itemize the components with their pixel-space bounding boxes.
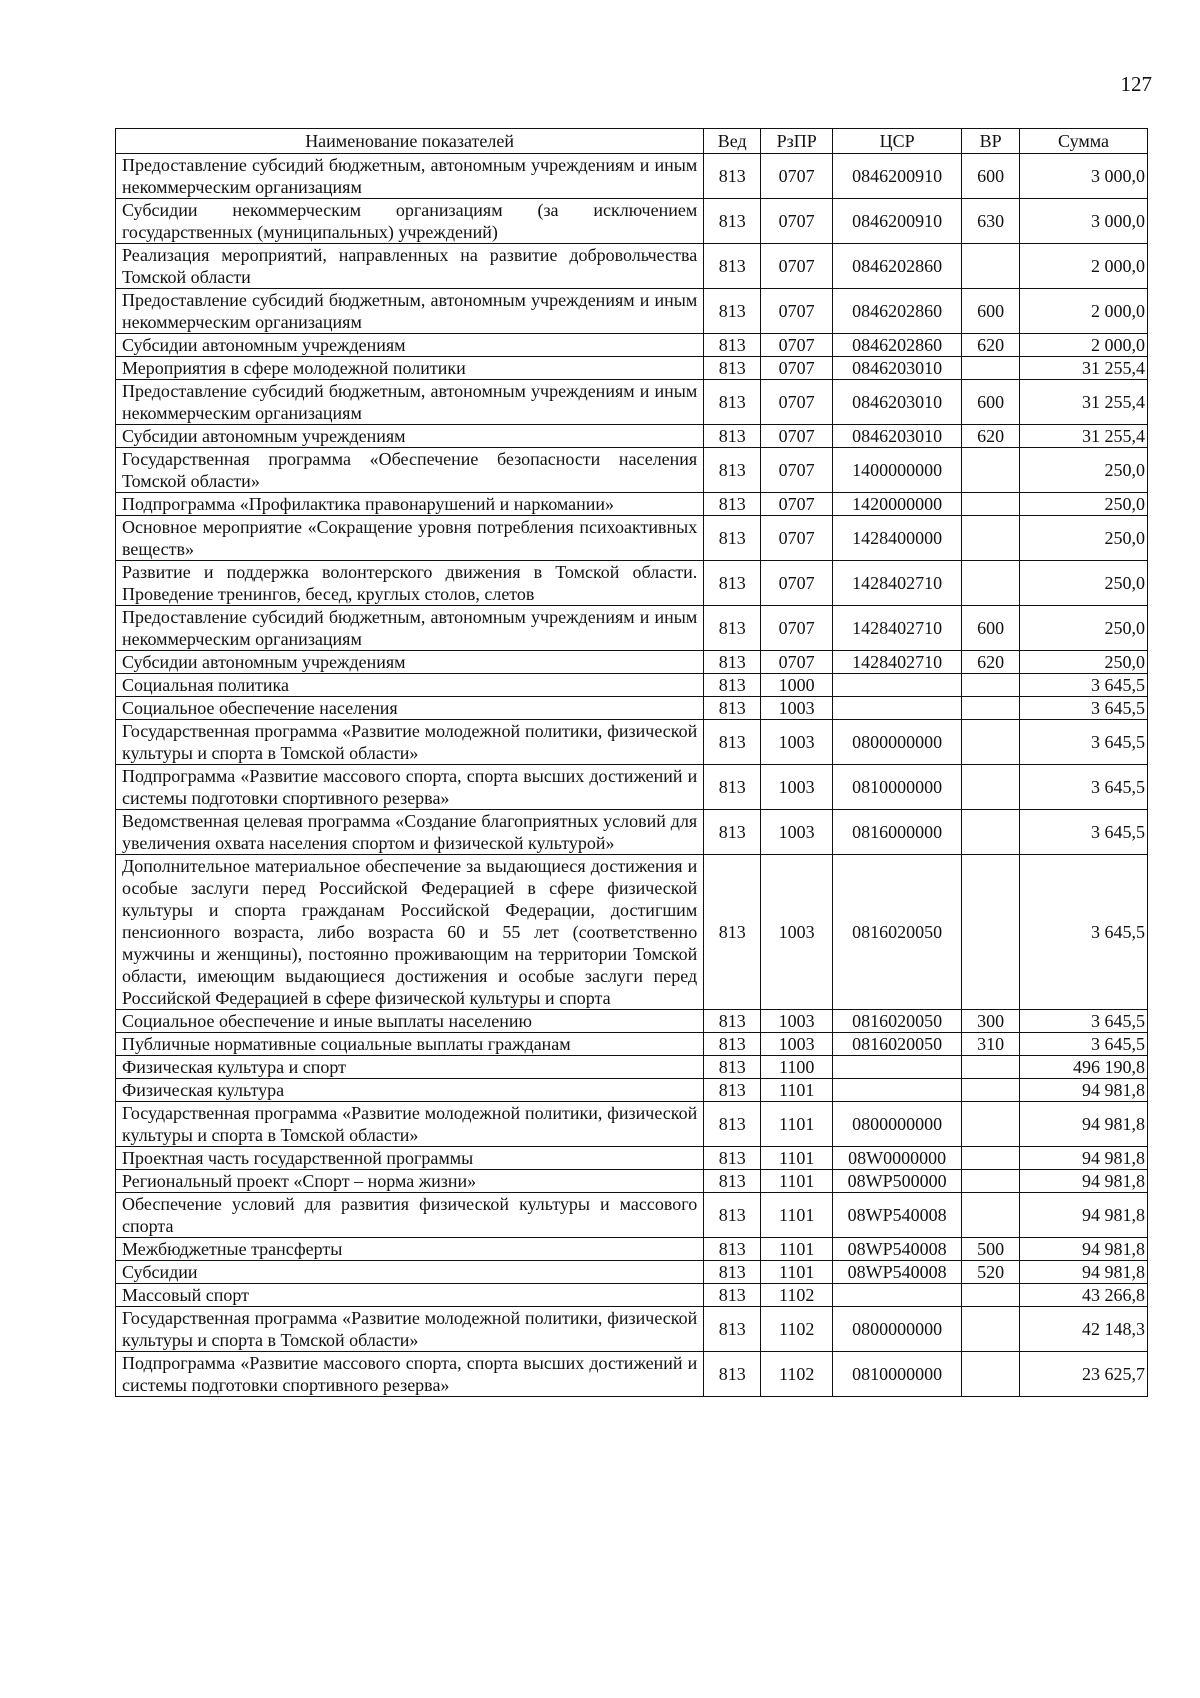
cell-name: Региональный проект «Спорт – норма жизни» [116, 1170, 704, 1193]
cell-ved: 813 [704, 1147, 761, 1170]
cell-ved: 813 [704, 380, 761, 425]
cell-vr [962, 765, 1020, 810]
cell-ved: 813 [704, 516, 761, 561]
cell-csr [833, 674, 962, 697]
cell-sum: 250,0 [1020, 651, 1148, 674]
cell-rzpr: 1003 [761, 765, 833, 810]
table-row [116, 1284, 1148, 1307]
cell-csr [833, 1284, 962, 1307]
cell-csr: 1420000000 [833, 493, 962, 516]
cell-sum: 3 645,5 [1020, 720, 1148, 765]
cell-rzpr: 0707 [761, 289, 833, 334]
cell-ved: 813 [704, 425, 761, 448]
cell-sum: 2 000,0 [1020, 289, 1148, 334]
table-row [116, 561, 1148, 606]
cell-sum: 42 148,3 [1020, 1307, 1148, 1352]
cell-csr: 0846203010 [833, 425, 962, 448]
cell-rzpr: 1003 [761, 1010, 833, 1033]
cell-sum: 496 190,8 [1020, 1056, 1148, 1079]
cell-rzpr: 0707 [761, 561, 833, 606]
cell-csr: 0846202860 [833, 334, 962, 357]
cell-ved: 813 [704, 357, 761, 380]
cell-csr: 0810000000 [833, 1352, 962, 1397]
table-body [116, 154, 1148, 1397]
cell-name: Массовый спорт [116, 1284, 704, 1307]
cell-vr [962, 561, 1020, 606]
cell-csr: 1428402710 [833, 651, 962, 674]
cell-rzpr: 0707 [761, 651, 833, 674]
cell-vr [962, 1147, 1020, 1170]
table-row [116, 1102, 1148, 1147]
cell-rzpr: 1100 [761, 1056, 833, 1079]
cell-sum: 3 645,5 [1020, 765, 1148, 810]
cell-rzpr: 0707 [761, 606, 833, 651]
cell-name: Социальная политика [116, 674, 704, 697]
cell-name: Межбюджетные трансферты [116, 1238, 704, 1261]
cell-sum: 94 981,8 [1020, 1079, 1148, 1102]
cell-csr: 0816020050 [833, 1010, 962, 1033]
table-row [116, 1056, 1148, 1079]
cell-name: Государственная программа «Развитие молодежной политики, физической культуры и спорта в Томской области» [116, 720, 704, 765]
cell-name: Подпрограмма «Развитие массового спорта, спорта высших достижений и системы подготовки спортивного резерва» [116, 1352, 704, 1397]
cell-vr [962, 1307, 1020, 1352]
cell-vr: 310 [962, 1033, 1020, 1056]
cell-ved: 813 [704, 1010, 761, 1033]
cell-name: Публичные нормативные социальные выплаты гражданам [116, 1033, 704, 1056]
cell-vr: 620 [962, 651, 1020, 674]
cell-csr: 0800000000 [833, 1307, 962, 1352]
cell-rzpr: 1101 [761, 1170, 833, 1193]
cell-sum: 94 981,8 [1020, 1193, 1148, 1238]
table-row [116, 1307, 1148, 1352]
cell-csr: 08WP540008 [833, 1261, 962, 1284]
cell-name: Предоставление субсидий бюджетным, автономным учреждениям и иным некоммерческим организациям [116, 154, 704, 199]
cell-ved: 813 [704, 1307, 761, 1352]
cell-csr: 0800000000 [833, 720, 962, 765]
cell-sum: 3 645,5 [1020, 1010, 1148, 1033]
cell-sum: 23 625,7 [1020, 1352, 1148, 1397]
table-row [116, 516, 1148, 561]
cell-ved: 813 [704, 606, 761, 651]
cell-ved: 813 [704, 697, 761, 720]
table-header [116, 129, 1148, 154]
cell-sum: 3 000,0 [1020, 199, 1148, 244]
cell-rzpr: 0707 [761, 199, 833, 244]
cell-sum: 250,0 [1020, 493, 1148, 516]
cell-rzpr: 1101 [761, 1193, 833, 1238]
cell-vr: 520 [962, 1261, 1020, 1284]
cell-name: Государственная программа «Развитие молодежной политики, физической культуры и спорта в Томской области» [116, 1102, 704, 1147]
cell-rzpr: 1003 [761, 1033, 833, 1056]
cell-sum: 250,0 [1020, 561, 1148, 606]
header-ved: Вед [704, 129, 761, 154]
cell-ved: 813 [704, 1193, 761, 1238]
cell-ved: 813 [704, 1284, 761, 1307]
cell-ved: 813 [704, 448, 761, 493]
cell-rzpr: 1101 [761, 1261, 833, 1284]
cell-ved: 813 [704, 1238, 761, 1261]
header-csr: ЦСР [833, 129, 962, 154]
cell-ved: 813 [704, 561, 761, 606]
cell-ved: 813 [704, 1056, 761, 1079]
table-row [116, 1238, 1148, 1261]
cell-rzpr: 1003 [761, 697, 833, 720]
cell-sum: 94 981,8 [1020, 1102, 1148, 1147]
cell-name: Предоставление субсидий бюджетным, автономным учреждениям и иным некоммерческим организациям [116, 606, 704, 651]
cell-rzpr: 0707 [761, 493, 833, 516]
cell-sum: 2 000,0 [1020, 334, 1148, 357]
cell-ved: 813 [704, 1102, 761, 1147]
cell-name: Субсидии автономным учреждениям [116, 425, 704, 448]
cell-ved: 813 [704, 493, 761, 516]
cell-sum: 3 000,0 [1020, 154, 1148, 199]
table-row [116, 425, 1148, 448]
cell-csr: 0846202860 [833, 289, 962, 334]
cell-rzpr: 1000 [761, 674, 833, 697]
cell-vr: 300 [962, 1010, 1020, 1033]
cell-name: Развитие и поддержка волонтерского движения в Томской области. Проведение тренингов, бесед, круглых столов, слетов [116, 561, 704, 606]
cell-name: Физическая культура и спорт [116, 1056, 704, 1079]
table-row [116, 334, 1148, 357]
header-sum: Сумма [1020, 129, 1148, 154]
cell-vr [962, 720, 1020, 765]
cell-vr [962, 448, 1020, 493]
table-row [116, 765, 1148, 810]
table-row [116, 1193, 1148, 1238]
table-row [116, 1147, 1148, 1170]
cell-vr [962, 1056, 1020, 1079]
cell-rzpr: 0707 [761, 334, 833, 357]
cell-vr: 620 [962, 425, 1020, 448]
cell-rzpr: 1003 [761, 855, 833, 1010]
header-vr: ВР [962, 129, 1020, 154]
cell-csr: 08WP540008 [833, 1238, 962, 1261]
cell-ved: 813 [704, 334, 761, 357]
cell-sum: 94 981,8 [1020, 1238, 1148, 1261]
table-row [116, 1352, 1148, 1397]
cell-name: Реализация мероприятий, направленных на развитие добровольчества Томской области [116, 244, 704, 289]
cell-vr: 600 [962, 154, 1020, 199]
cell-vr [962, 1102, 1020, 1147]
cell-rzpr: 0707 [761, 357, 833, 380]
cell-ved: 813 [704, 154, 761, 199]
cell-sum: 31 255,4 [1020, 357, 1148, 380]
cell-csr: 0816020050 [833, 1033, 962, 1056]
cell-ved: 813 [704, 674, 761, 697]
cell-name: Субсидии автономным учреждениям [116, 334, 704, 357]
cell-rzpr: 1102 [761, 1284, 833, 1307]
cell-vr: 630 [962, 199, 1020, 244]
cell-vr [962, 1170, 1020, 1193]
cell-sum: 3 645,5 [1020, 697, 1148, 720]
cell-name: Государственная программа «Развитие молодежной политики, физической культуры и спорта в Томской области» [116, 1307, 704, 1352]
cell-rzpr: 1101 [761, 1147, 833, 1170]
cell-name: Ведомственная целевая программа «Создание благоприятных условий для увеличения охвата населения спортом и физической культурой» [116, 810, 704, 855]
cell-name: Проектная часть государственной программы [116, 1147, 704, 1170]
cell-sum: 31 255,4 [1020, 380, 1148, 425]
cell-rzpr: 1101 [761, 1102, 833, 1147]
cell-vr [962, 1079, 1020, 1102]
cell-csr: 1428402710 [833, 606, 962, 651]
cell-rzpr: 1003 [761, 810, 833, 855]
cell-vr: 600 [962, 380, 1020, 425]
cell-sum: 94 981,8 [1020, 1147, 1148, 1170]
cell-rzpr: 1102 [761, 1307, 833, 1352]
cell-sum: 94 981,8 [1020, 1170, 1148, 1193]
table-row [116, 357, 1148, 380]
cell-ved: 813 [704, 1261, 761, 1284]
table-row [116, 1033, 1148, 1056]
header-name: Наименование показателей [116, 129, 704, 154]
cell-name: Социальное обеспечение и иные выплаты населению [116, 1010, 704, 1033]
cell-ved: 813 [704, 1079, 761, 1102]
cell-ved: 813 [704, 651, 761, 674]
cell-sum: 250,0 [1020, 516, 1148, 561]
cell-csr: 0816000000 [833, 810, 962, 855]
cell-name: Дополнительное материальное обеспечение за выдающиеся достижения и особые заслуги перед Российской Федерацией в сфере физической культуры и спорта гражданам Российской Федерации, достигшим пенсионного возраста, либо возраста 60 и 55 лет (соответственно мужчины и женщины), постоянно проживающим на территории Томской области, имеющим выдающиеся достижения и особые заслуги перед Российской Федерацией в сфере физической культуры и спорта [116, 855, 704, 1010]
cell-sum: 3 645,5 [1020, 1033, 1148, 1056]
cell-ved: 813 [704, 1352, 761, 1397]
cell-sum: 43 266,8 [1020, 1284, 1148, 1307]
cell-csr: 08WP500000 [833, 1170, 962, 1193]
cell-vr [962, 1284, 1020, 1307]
cell-sum: 3 645,5 [1020, 674, 1148, 697]
cell-ved: 813 [704, 1033, 761, 1056]
cell-csr: 08WP540008 [833, 1193, 962, 1238]
page-number: 127 [1120, 72, 1152, 96]
cell-csr: 0846200910 [833, 199, 962, 244]
cell-vr: 500 [962, 1238, 1020, 1261]
table-row [116, 1170, 1148, 1193]
cell-name: Физическая культура [116, 1079, 704, 1102]
table-row [116, 810, 1148, 855]
cell-csr [833, 697, 962, 720]
cell-csr [833, 1056, 962, 1079]
cell-csr: 0816020050 [833, 855, 962, 1010]
cell-sum: 94 981,8 [1020, 1261, 1148, 1284]
header-row [116, 129, 1148, 154]
table-row [116, 720, 1148, 765]
cell-csr: 1428400000 [833, 516, 962, 561]
cell-sum: 250,0 [1020, 606, 1148, 651]
cell-vr [962, 674, 1020, 697]
table-row [116, 493, 1148, 516]
cell-vr [962, 1352, 1020, 1397]
cell-sum: 250,0 [1020, 448, 1148, 493]
cell-vr [962, 1193, 1020, 1238]
cell-name: Предоставление субсидий бюджетным, автономным учреждениям и иным некоммерческим организациям [116, 380, 704, 425]
cell-csr: 08W0000000 [833, 1147, 962, 1170]
cell-ved: 813 [704, 289, 761, 334]
table-row [116, 448, 1148, 493]
table-row [116, 606, 1148, 651]
cell-vr: 600 [962, 606, 1020, 651]
cell-csr: 0800000000 [833, 1102, 962, 1147]
cell-ved: 813 [704, 765, 761, 810]
cell-csr: 0846200910 [833, 154, 962, 199]
cell-vr [962, 357, 1020, 380]
cell-ved: 813 [704, 720, 761, 765]
cell-name: Социальное обеспечение населения [116, 697, 704, 720]
table-row [116, 289, 1148, 334]
cell-name: Субсидии некоммерческим организациям (за исключением государственных (муниципальных) учреждений) [116, 199, 704, 244]
table-row [116, 855, 1148, 1010]
cell-vr [962, 697, 1020, 720]
cell-csr: 0846202860 [833, 244, 962, 289]
cell-csr: 0846203010 [833, 380, 962, 425]
cell-csr: 0810000000 [833, 765, 962, 810]
table-row [116, 674, 1148, 697]
cell-rzpr: 1003 [761, 720, 833, 765]
cell-vr [962, 855, 1020, 1010]
cell-name: Основное мероприятие «Сокращение уровня потребления психоактивных веществ» [116, 516, 704, 561]
cell-vr: 620 [962, 334, 1020, 357]
table-row [116, 154, 1148, 199]
cell-name: Подпрограмма «Развитие массового спорта, спорта высших достижений и системы подготовки спортивного резерва» [116, 765, 704, 810]
header-rzpr: РзПР [761, 129, 833, 154]
cell-rzpr: 0707 [761, 516, 833, 561]
cell-vr [962, 493, 1020, 516]
cell-csr [833, 1079, 962, 1102]
cell-rzpr: 0707 [761, 244, 833, 289]
table-row [116, 1079, 1148, 1102]
cell-vr [962, 810, 1020, 855]
cell-ved: 813 [704, 855, 761, 1010]
cell-rzpr: 0707 [761, 425, 833, 448]
cell-sum: 3 645,5 [1020, 855, 1148, 1010]
cell-vr: 600 [962, 289, 1020, 334]
cell-name: Мероприятия в сфере молодежной политики [116, 357, 704, 380]
cell-rzpr: 0707 [761, 154, 833, 199]
table-row [116, 651, 1148, 674]
cell-name: Субсидии [116, 1261, 704, 1284]
table-row [116, 1261, 1148, 1284]
cell-vr [962, 516, 1020, 561]
cell-csr: 0846203010 [833, 357, 962, 380]
cell-rzpr: 0707 [761, 380, 833, 425]
cell-name: Государственная программа «Обеспечение безопасности населения Томской области» [116, 448, 704, 493]
cell-sum: 31 255,4 [1020, 425, 1148, 448]
table-row [116, 199, 1148, 244]
cell-ved: 813 [704, 244, 761, 289]
cell-csr: 1400000000 [833, 448, 962, 493]
cell-vr [962, 244, 1020, 289]
cell-sum: 2 000,0 [1020, 244, 1148, 289]
table-row [116, 380, 1148, 425]
cell-ved: 813 [704, 1170, 761, 1193]
budget-table [115, 128, 1148, 1397]
table-row [116, 697, 1148, 720]
cell-ved: 813 [704, 810, 761, 855]
cell-name: Подпрограмма «Профилактика правонарушений и наркомании» [116, 493, 704, 516]
cell-rzpr: 1102 [761, 1352, 833, 1397]
cell-ved: 813 [704, 199, 761, 244]
cell-name: Субсидии автономным учреждениям [116, 651, 704, 674]
table-row [116, 244, 1148, 289]
cell-sum: 3 645,5 [1020, 810, 1148, 855]
cell-rzpr: 0707 [761, 448, 833, 493]
cell-name: Предоставление субсидий бюджетным, автономным учреждениям и иным некоммерческим организациям [116, 289, 704, 334]
cell-name: Обеспечение условий для развития физической культуры и массового спорта [116, 1193, 704, 1238]
table-row [116, 1010, 1148, 1033]
cell-rzpr: 1101 [761, 1238, 833, 1261]
cell-rzpr: 1101 [761, 1079, 833, 1102]
cell-csr: 1428402710 [833, 561, 962, 606]
